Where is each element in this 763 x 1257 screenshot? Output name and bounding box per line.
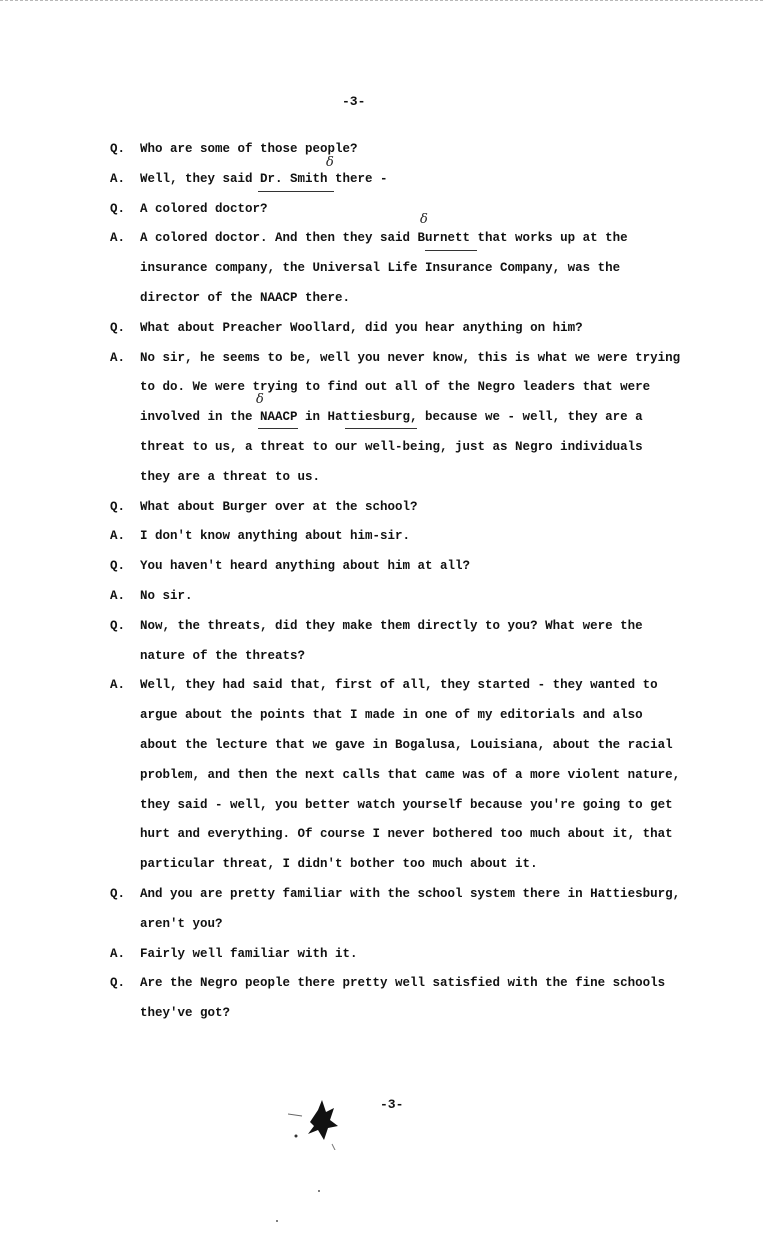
speaker-label: Q. [110, 559, 126, 574]
transcript-entry [110, 616, 710, 676]
speaker-label: Q. [110, 142, 126, 156]
text-line: Now, the threats, did they make them directly to you? What were the [140, 618, 643, 633]
entry-text [140, 884, 710, 944]
text-line: A colored doctor. And then they said Burnett that works up at the [140, 231, 628, 246]
text-line: What about Preacher Woollard, did you hear anything on him? [140, 320, 583, 335]
text-line: What about Burger over at the school? [140, 499, 418, 514]
page-top-border [0, 0, 763, 1]
text-line: I don't know anything about him-sir. [140, 529, 411, 544]
speaker-label: A. [110, 529, 126, 544]
text-line: Fairly well familiar with it. [140, 946, 358, 961]
entry-text [140, 526, 710, 556]
text-line: about the lecture that we gave in Bogalusa, Louisiana, about the racial [140, 737, 673, 752]
text-line: Who are some of those people? [140, 142, 358, 156]
transcript-entry [110, 675, 710, 884]
entry-text [140, 616, 710, 676]
handwritten-mark-naacp: δ [256, 392, 264, 407]
text-line: You haven't heard anything about him at all? [140, 559, 471, 574]
speaker-label: A. [110, 678, 126, 693]
transcript-entry [110, 199, 710, 229]
transcript [110, 139, 710, 1033]
text-line: director of the NAACP there. [140, 290, 351, 305]
entry-text [140, 944, 710, 974]
entry-text [140, 318, 710, 348]
handwritten-mark-smith: δ [326, 155, 334, 170]
entry-text [140, 348, 710, 497]
underline-naacp [258, 428, 298, 429]
entry-text [140, 973, 710, 1033]
speaker-label: A. [110, 231, 126, 246]
transcript-entry [110, 526, 710, 556]
text-line: to do. We were trying to find out all of the Negro leaders that were [140, 380, 651, 395]
speaker-label: Q. [110, 201, 126, 216]
entry-text [140, 586, 710, 616]
text-line: insurance company, the Universal Life Insurance Company, was the [140, 261, 621, 276]
speaker-label: A. [110, 946, 126, 961]
text-line: aren't you? [140, 916, 223, 931]
text-line: Well, they said Dr. Smith there - [140, 171, 388, 186]
text-line: they are a threat to us. [140, 469, 321, 484]
text-line: No sir. [140, 588, 193, 603]
speck [276, 1220, 278, 1222]
transcript-entry [110, 556, 710, 586]
transcript-entry [110, 586, 710, 616]
speaker-label: Q. [110, 886, 126, 901]
transcript-entry [110, 318, 710, 348]
speaker-label: Q. [110, 618, 126, 633]
text-line: particular threat, I didn't bother too much about it. [140, 857, 538, 872]
handwritten-mark-burnett: δ [420, 212, 428, 227]
transcript-entry [110, 169, 710, 199]
transcript-entry [110, 228, 710, 317]
entry-text [140, 169, 710, 199]
speaker-label: Q. [110, 499, 126, 514]
entry-text [140, 228, 710, 317]
underline-smith [258, 191, 334, 192]
text-line: nature of the threats? [140, 648, 306, 663]
transcript-entry [110, 973, 710, 1033]
transcript-entry [110, 139, 710, 169]
entry-text [140, 556, 710, 586]
transcript-entry [110, 944, 710, 974]
entry-text [140, 497, 710, 527]
underline-burnett [425, 250, 477, 251]
text-line: A colored doctor? [140, 201, 268, 216]
text-line: threat to us, a threat to our well-being, just as Negro individuals [140, 439, 643, 454]
text-line: Are the Negro people there pretty well satisfied with the fine schools [140, 976, 666, 991]
transcript-entry [110, 884, 710, 944]
entry-text [140, 675, 710, 884]
entry-text [140, 139, 710, 169]
text-line: they've got? [140, 1006, 231, 1021]
page-number-top: -3- [342, 94, 366, 109]
text-line: Well, they had said that, first of all, they started - they wanted to [140, 678, 658, 693]
text-line: argue about the points that I made in one of my editorials and also [140, 708, 643, 723]
speck [318, 1190, 320, 1192]
speaker-label: A. [110, 350, 126, 365]
text-line: they said - well, you better watch yourself because you're going to get [140, 797, 673, 812]
page-number-bottom: -3- [380, 1097, 404, 1112]
transcript-entry [110, 497, 710, 527]
speaker-label: A. [110, 588, 126, 603]
text-line: involved in the NAACP in Hattiesburg, because we - well, they are a [140, 410, 643, 425]
speaker-label: A. [110, 171, 126, 186]
transcript-entry [110, 348, 710, 497]
text-line: problem, and then the next calls that came was of a more violent nature, [140, 767, 681, 782]
ink-blot [288, 1090, 358, 1150]
text-line: hurt and everything. Of course I never bothered too much about it, that [140, 827, 673, 842]
text-line: No sir, he seems to be, well you never know, this is what we were trying [140, 350, 681, 365]
underline-hattiesburg [345, 428, 417, 429]
text-line: And you are pretty familiar with the school system there in Hattiesburg, [140, 886, 681, 901]
speaker-label: Q. [110, 320, 126, 335]
speaker-label: Q. [110, 976, 126, 991]
